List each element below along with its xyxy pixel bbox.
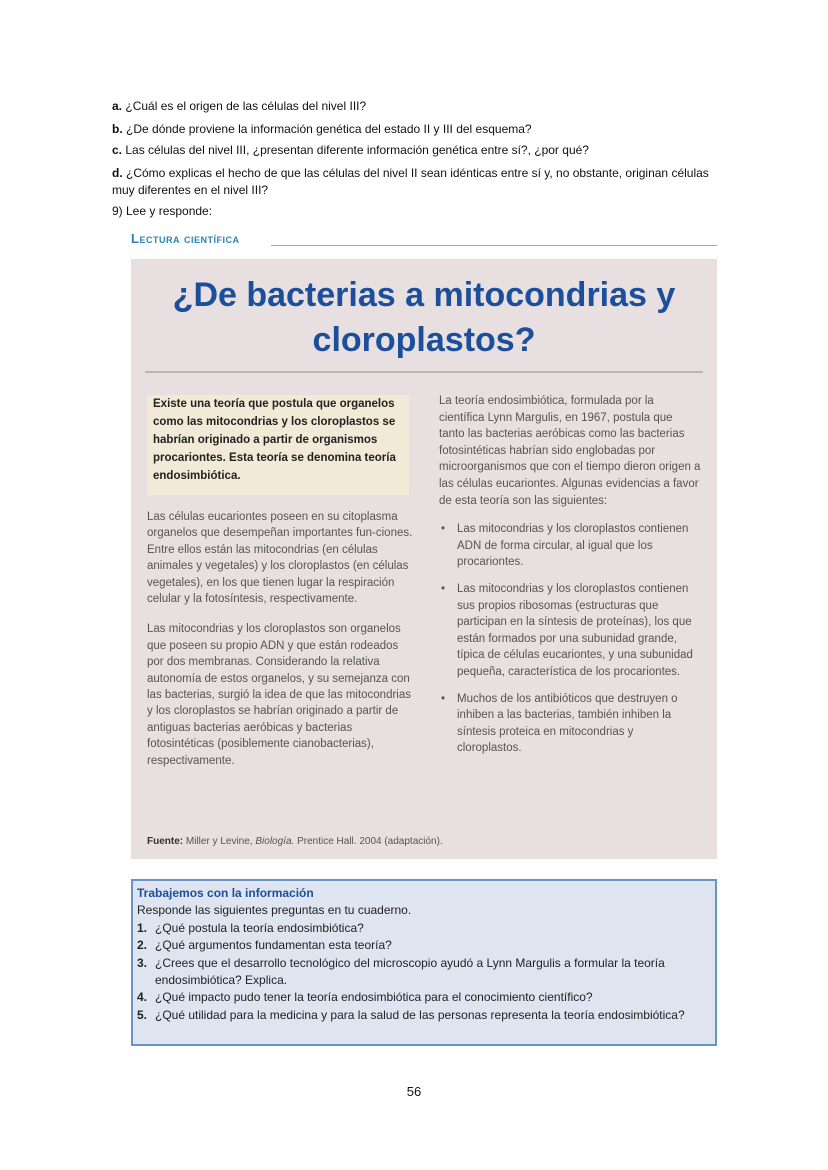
evidence-item: • Las mitocondrias y los cloroplastos contienen ADN de forma circular, al igual que los procariontes. xyxy=(441,523,689,569)
reading-panel xyxy=(131,259,717,859)
work-question: 3. ¿Crees que el desarrollo tecnológico del microscopio ayudó a Lynn Margulis a formular la teoría endosimbiótica? Explica. xyxy=(137,955,665,988)
left-paragraph-2: Las mitocondrias y los cloroplastos son organelos que poseen su propio ADN y que están rodeados por dos membranas. Considerando la relativa autonomía de estos organelos, y su semejanza con las bacterias, surgió la idea de que las mitocondrias y los cloroplastos se habrían originado a partir de antiguas bacterias aeróbicas y bacterias fotosintéticas (posiblemente cianobacterias), respectivamente. xyxy=(147,623,412,767)
work-question: 2. ¿Qué argumentos fundamentan esta teoría? xyxy=(137,938,392,953)
evidence-list xyxy=(439,521,701,757)
highlight-box: Existe una teoría que postula que organelos como las mitocondrias y los cloroplastos se habrían originado a partir de organismos procariontes. Esta teoría se denomina teoría endosimbiótica. xyxy=(147,395,409,495)
bullet-icon: • xyxy=(441,523,446,536)
work-box xyxy=(131,879,717,1046)
evidence-item: • Las mitocondrias y los cloroplastos contienen sus propios ribosomas (estructuras que participan en la síntesis de proteínas), los que están formados por una subunidad grande, típica de células eucariontes, y una subunidad pequeña, característica de los procariontes. xyxy=(441,582,693,678)
question-list xyxy=(112,98,732,224)
work-question: 5. ¿Qué utilidad para la medicina y para la salud de las personas representa la teoría endosimbiótica? xyxy=(137,1007,685,1022)
work-title: Trabajemos con la información xyxy=(137,886,314,900)
instruction: 9) Lee y responde: xyxy=(112,204,213,218)
question-a: a. ¿Cuál es el origen de las células del nivel III? xyxy=(112,99,367,113)
title-divider xyxy=(145,371,703,373)
reading-title: ¿De bacterias a mitocondrias y cloroplastos? xyxy=(172,276,676,359)
work-intro: Responde las siguientes preguntas en tu cuaderno. xyxy=(137,903,412,918)
left-paragraph-1: Las células eucariontes poseen en su citoplasma organelos que desempeñan importantes fun-ciones. Entre ellos están las mitocondrias (en células animales y vegetales) y los cloroplastos (en células vegetales), en los que tienen lugar la respiración celular y la fotosíntesis, respectivamente. xyxy=(147,511,413,606)
left-column xyxy=(147,395,417,769)
header-divider xyxy=(271,245,717,246)
work-question-list xyxy=(137,920,707,1024)
bullet-icon: • xyxy=(441,582,446,595)
page-number: 56 xyxy=(406,1084,422,1099)
work-question: 1. ¿Qué postula la teoría endosimbiótica? xyxy=(137,920,364,935)
reading-label: Lectura científica xyxy=(131,231,246,246)
work-question: 4. ¿Qué impacto pudo tener la teoría endosimbiótica para el conocimiento científico? xyxy=(137,990,593,1005)
source-citation: Fuente: Miller y Levine, Biología. Prentice Hall. 2004 (adaptación). xyxy=(147,836,443,847)
question-c: c. Las células del nivel III, ¿presentan diferente información genética entre sí?, ¿por qué? xyxy=(112,143,589,157)
question-d: d. ¿Cómo explicas el hecho de que las células del nivel II sean idénticas entre sí y, no obstante, originan células muy diferentes en el nivel III? xyxy=(112,166,709,197)
right-column xyxy=(439,393,701,767)
question-b: b. ¿De dónde proviene la información genética del estado II y III del esquema? xyxy=(112,122,532,136)
evidence-item: • Muchos de los antibióticos que destruyen o inhiben a las bacterias, también inhiben la síntesis proteica en mitocondrias y cloroplastos. xyxy=(441,692,678,755)
reading-header xyxy=(131,231,717,251)
right-intro: La teoría endosimbiótica, formulada por la científica Lynn Margulis, en 1967, postula que tanto las bacterias aeróbicas como las bacterias fotosintéticas habrían sido englobadas por microorganismos que con el tiempo dieron origen a las células eucariontes. Algunas evidencias a favor de esta teoría son las siguientes: xyxy=(439,395,701,507)
bullet-icon: • xyxy=(441,692,446,705)
